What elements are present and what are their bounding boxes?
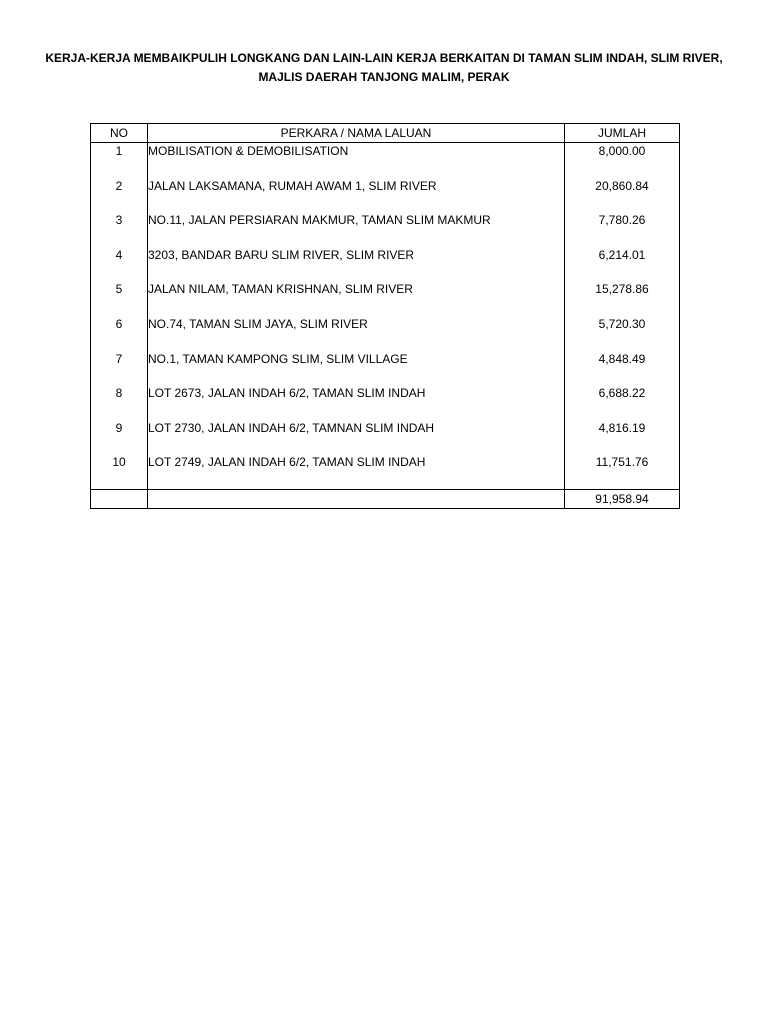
row-no: 7 <box>91 351 148 386</box>
table-row <box>91 143 680 178</box>
row-no: 5 <box>91 281 148 316</box>
row-item: NO.74, TAMAN SLIM JAYA, SLIM RIVER <box>148 316 565 351</box>
table-row <box>91 316 680 351</box>
row-item: 3203, BANDAR BARU SLIM RIVER, SLIM RIVER <box>148 247 565 282</box>
row-amount: 11,751.76 <box>565 454 680 489</box>
table-row <box>91 212 680 247</box>
header-item: PERKARA / NAMA LALUAN <box>148 124 565 143</box>
row-item: LOT 2749, JALAN INDAH 6/2, TAMAN SLIM INDAH <box>148 454 565 489</box>
total-amount: 91,958.94 <box>565 489 680 508</box>
row-no: 2 <box>91 178 148 213</box>
table-row <box>91 454 680 489</box>
row-no: 10 <box>91 454 148 489</box>
cost-table <box>90 123 680 509</box>
row-no: 3 <box>91 212 148 247</box>
row-amount: 6,688.22 <box>565 385 680 420</box>
row-no: 1 <box>91 143 148 178</box>
header-amount: JUMLAH <box>565 124 680 143</box>
row-no: 9 <box>91 420 148 455</box>
row-amount: 5,720.30 <box>565 316 680 351</box>
row-no: 6 <box>91 316 148 351</box>
header-no: NO <box>91 124 148 143</box>
row-amount: 15,278.86 <box>565 281 680 316</box>
table-row <box>91 420 680 455</box>
table-row <box>91 247 680 282</box>
row-item: JALAN NILAM, TAMAN KRISHNAN, SLIM RIVER <box>148 281 565 316</box>
table-row <box>91 385 680 420</box>
row-amount: 7,780.26 <box>565 212 680 247</box>
table-row <box>91 351 680 386</box>
row-item: NO.11, JALAN PERSIARAN MAKMUR, TAMAN SLIM MAKMUR <box>148 212 565 247</box>
row-amount: 4,816.19 <box>565 420 680 455</box>
row-amount: 8,000.00 <box>565 143 680 178</box>
total-item-cell <box>148 489 565 508</box>
document-title-line-2: MAJLIS DAERAH TANJONG MALIM, PERAK <box>258 70 510 84</box>
table-row <box>91 281 680 316</box>
document-title-line-1: KERJA-KERJA MEMBAIKPULIH LONGKANG DAN LAIN-LAIN KERJA BERKAITAN DI TAMAN SLIM INDAH, SLIM RIVER, <box>45 51 723 65</box>
row-item: LOT 2673, JALAN INDAH 6/2, TAMAN SLIM INDAH <box>148 385 565 420</box>
row-item: JALAN LAKSAMANA, RUMAH AWAM 1, SLIM RIVER <box>148 178 565 213</box>
row-amount: 4,848.49 <box>565 351 680 386</box>
row-no: 4 <box>91 247 148 282</box>
total-row <box>91 489 680 508</box>
table-row <box>91 178 680 213</box>
row-item: LOT 2730, JALAN INDAH 6/2, TAMNAN SLIM INDAH <box>148 420 565 455</box>
row-amount: 6,214.01 <box>565 247 680 282</box>
table-header-row <box>91 124 680 143</box>
row-item: NO.1, TAMAN KAMPONG SLIM, SLIM VILLAGE <box>148 351 565 386</box>
row-amount: 20,860.84 <box>565 178 680 213</box>
row-no: 8 <box>91 385 148 420</box>
total-no-cell <box>91 489 148 508</box>
row-item: MOBILISATION & DEMOBILISATION <box>148 143 565 178</box>
